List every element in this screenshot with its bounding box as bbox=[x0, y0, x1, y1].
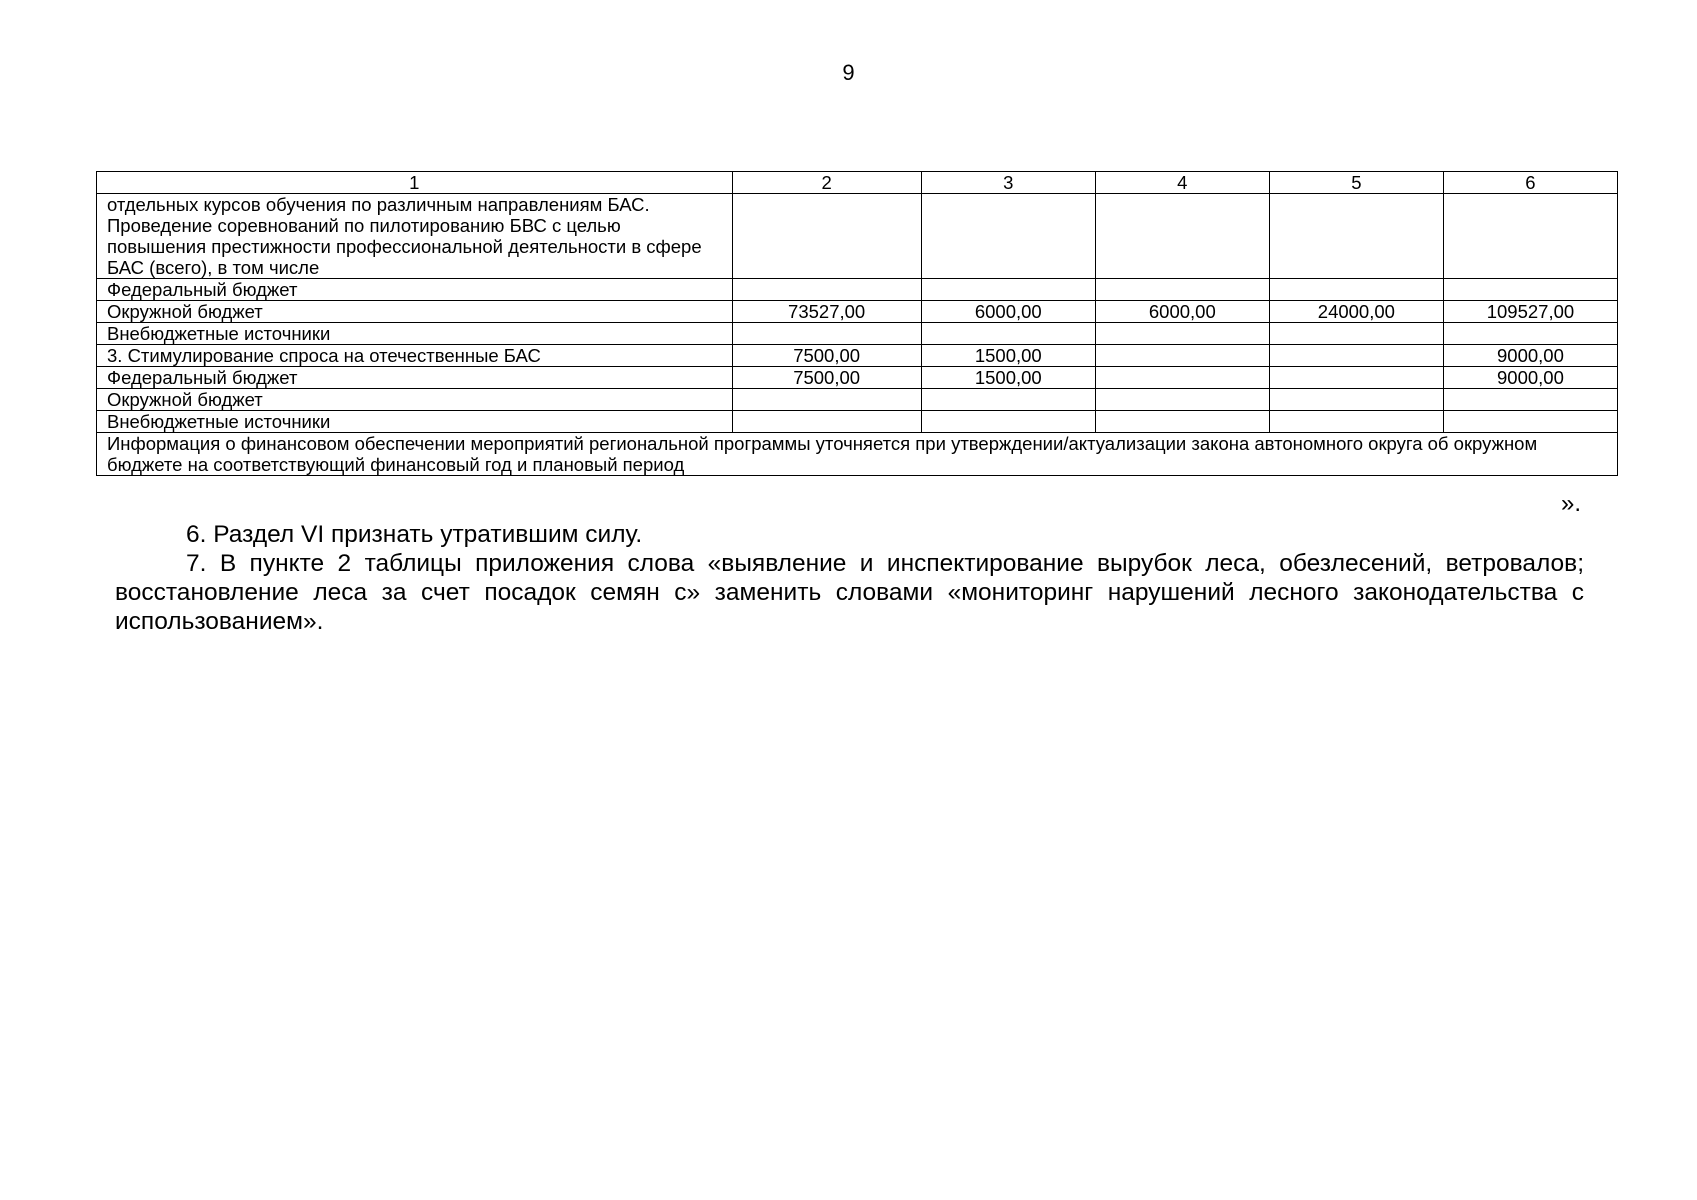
header-cell: 5 bbox=[1269, 172, 1443, 194]
table-cell bbox=[1443, 323, 1617, 345]
row-label: Внебюджетные источники bbox=[97, 411, 733, 433]
table-row bbox=[97, 301, 1618, 323]
page-number: 9 bbox=[842, 60, 855, 85]
table-cell bbox=[732, 279, 921, 301]
table-cell bbox=[1095, 367, 1269, 389]
header-cell: 2 bbox=[732, 172, 921, 194]
table-cell: 7500,00 bbox=[732, 345, 921, 367]
table-cell: 7500,00 bbox=[732, 367, 921, 389]
table-cell bbox=[921, 279, 1095, 301]
table-cell bbox=[1269, 411, 1443, 433]
table-cell bbox=[1443, 411, 1617, 433]
row-label: отдельных курсов обучения по различным направлениям БАС. Проведение соревнований по пилотированию БВС с целью повышения престижности профессиональной деятельности в сфере БАС (всего), в том числе bbox=[97, 194, 733, 279]
table-cell: 73527,00 bbox=[732, 301, 921, 323]
table-cell bbox=[732, 323, 921, 345]
header-cell: 1 bbox=[97, 172, 733, 194]
table-cell: 9000,00 bbox=[1443, 367, 1617, 389]
row-label: Окружной бюджет bbox=[97, 389, 733, 411]
table-row bbox=[97, 279, 1618, 301]
table-cell bbox=[921, 194, 1095, 279]
table-row bbox=[97, 411, 1618, 433]
table-cell bbox=[921, 389, 1095, 411]
row-label: Внебюджетные источники bbox=[97, 323, 733, 345]
table-cell: 6000,00 bbox=[1095, 301, 1269, 323]
table-cell bbox=[1095, 194, 1269, 279]
table-cell bbox=[732, 411, 921, 433]
table-cell bbox=[1443, 194, 1617, 279]
table-cell bbox=[1269, 323, 1443, 345]
table-cell: 1500,00 bbox=[921, 345, 1095, 367]
table-cell bbox=[1443, 279, 1617, 301]
table-cell bbox=[1095, 323, 1269, 345]
table-row bbox=[97, 323, 1618, 345]
table-footnote-row bbox=[97, 433, 1618, 476]
financing-table bbox=[96, 171, 1618, 476]
table-header-row bbox=[97, 172, 1618, 194]
table-row bbox=[97, 194, 1618, 279]
table-cell bbox=[1269, 279, 1443, 301]
table-cell bbox=[1269, 367, 1443, 389]
table-cell: 1500,00 bbox=[921, 367, 1095, 389]
table-cell bbox=[1095, 389, 1269, 411]
table-cell: 9000,00 bbox=[1443, 345, 1617, 367]
row-label: Окружной бюджет bbox=[97, 301, 733, 323]
table-row bbox=[97, 389, 1618, 411]
closing-quote: ». bbox=[1561, 490, 1582, 517]
paragraph-7: 7. В пункте 2 таблицы приложения слова «выявление и инспектирование вырубок леса, обезлесений, ветровалов; восстановление леса за счет посадок семян с» заменить словами «мониторинг нарушений лесного законодательства с использованием». bbox=[115, 550, 1584, 635]
row-label: 3. Стимулирование спроса на отечественные БАС bbox=[97, 345, 733, 367]
table-cell bbox=[1095, 345, 1269, 367]
table-cell bbox=[1095, 411, 1269, 433]
row-label: Федеральный бюджет bbox=[97, 279, 733, 301]
table-cell: 24000,00 bbox=[1269, 301, 1443, 323]
table-cell: 6000,00 bbox=[921, 301, 1095, 323]
table-row bbox=[97, 367, 1618, 389]
table-footnote: Информация о финансовом обеспечении мероприятий региональной программы уточняется при утверждении/актуализации закона автономного округа об окружном бюджете на соответствующий финансовый год и плановый период bbox=[97, 433, 1618, 476]
table-cell bbox=[732, 194, 921, 279]
table-cell bbox=[921, 323, 1095, 345]
header-cell: 3 bbox=[921, 172, 1095, 194]
table-cell bbox=[1269, 389, 1443, 411]
table-cell: 109527,00 bbox=[1443, 301, 1617, 323]
table-cell bbox=[1269, 194, 1443, 279]
header-cell: 6 bbox=[1443, 172, 1617, 194]
table-cell bbox=[921, 411, 1095, 433]
table-cell bbox=[1095, 279, 1269, 301]
table-cell bbox=[1443, 389, 1617, 411]
table-row bbox=[97, 345, 1618, 367]
table-cell bbox=[1269, 345, 1443, 367]
paragraph-6: 6. Раздел VI признать утратившим силу. bbox=[186, 521, 643, 548]
row-label: Федеральный бюджет bbox=[97, 367, 733, 389]
header-cell: 4 bbox=[1095, 172, 1269, 194]
table-cell bbox=[732, 389, 921, 411]
